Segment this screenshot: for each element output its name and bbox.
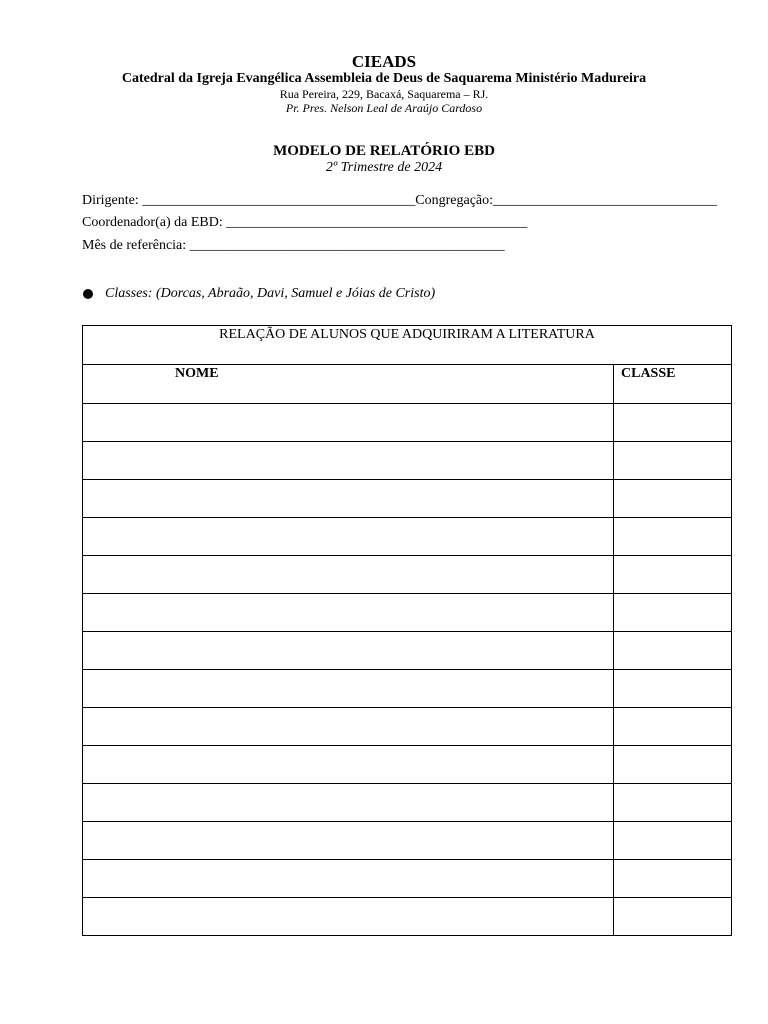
classe-cell[interactable] [614,708,732,746]
table-row [83,632,732,670]
table-row [83,860,732,898]
nome-cell[interactable] [83,784,614,822]
table-row [83,746,732,784]
table-row [83,784,732,822]
report-title: MODELO DE RELATÓRIO EBD [273,143,495,159]
classe-cell[interactable] [614,404,732,442]
mes-referencia-field[interactable]: Mês de referência: _____________________________________________ [82,238,505,253]
nome-cell[interactable] [83,632,614,670]
column-header-nome: NOME [83,365,614,404]
nome-cell[interactable] [83,898,614,936]
dirigente-field[interactable]: Dirigente: _______________________________________ [82,193,416,208]
classe-cell[interactable] [614,480,732,518]
pastor-name: Pr. Pres. Nelson Leal de Araújo Cardoso [285,101,483,115]
classe-cell[interactable] [614,822,732,860]
table-row [83,708,732,746]
table-row [83,898,732,936]
nome-cell[interactable] [83,518,614,556]
classe-cell[interactable] [614,784,732,822]
nome-cell[interactable] [83,860,614,898]
table-title-row [83,326,732,365]
column-header-classe: CLASSE [614,365,732,404]
church-name: Catedral da Igreja Evangélica Assembleia de Deus de Saquarema Ministério Madureira [121,71,647,86]
nome-cell[interactable] [83,708,614,746]
table-row [83,442,732,480]
classe-cell[interactable] [614,670,732,708]
nome-cell[interactable] [83,822,614,860]
table-row [83,480,732,518]
dirigente-congregacao-line[interactable] [82,193,717,209]
nome-cell[interactable] [83,746,614,784]
coordenador-field[interactable]: Coordenador(a) da EBD: ___________________________________________ [82,215,528,230]
table-row [83,822,732,860]
classe-cell[interactable] [614,518,732,556]
report-subtitle: 2º Trimestre de 2024 [325,160,443,175]
table-header-row [83,365,732,404]
classe-cell[interactable] [614,746,732,784]
nome-cell[interactable] [83,556,614,594]
church-address: Rua Pereira, 229, Bacaxá, Saquarema – RJ. [279,87,489,101]
nome-cell[interactable] [83,594,614,632]
classes-text: Classes: (Dorcas, Abraão, Davi, Samuel e Jóias de Cristo) [105,286,436,301]
classe-cell[interactable] [614,442,732,480]
table-title: RELAÇÃO DE ALUNOS QUE ADQUIRIRAM A LITERATURA [83,326,732,365]
table-row [83,670,732,708]
nome-cell[interactable] [83,404,614,442]
congregacao-field[interactable]: Congregação:________________________________ [415,193,718,208]
classe-cell[interactable] [614,860,732,898]
classe-cell[interactable] [614,594,732,632]
nome-cell[interactable] [83,442,614,480]
classes-item [83,286,435,302]
table-row [83,556,732,594]
table-row [83,518,732,556]
table-row [83,594,732,632]
table-row [83,404,732,442]
nome-cell[interactable] [83,670,614,708]
classe-cell[interactable] [614,632,732,670]
classe-cell[interactable] [614,898,732,936]
classe-cell[interactable] [614,556,732,594]
organization-name: CIEADS [351,52,417,71]
literature-table [82,325,732,936]
bullet-icon [83,289,93,299]
nome-cell[interactable] [83,480,614,518]
